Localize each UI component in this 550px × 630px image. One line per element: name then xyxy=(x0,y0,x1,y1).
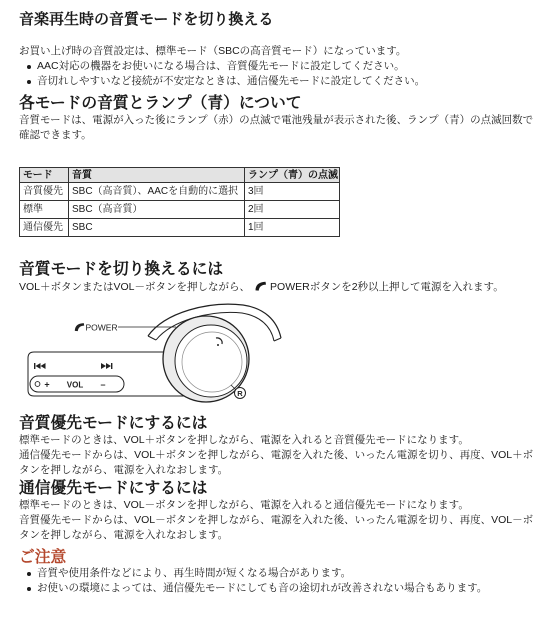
table-row xyxy=(20,183,340,201)
table-row xyxy=(20,201,340,219)
bullet-dot-icon xyxy=(27,572,31,576)
table-cell-quality: SBC（高音質） xyxy=(69,201,245,219)
prev-track-icon xyxy=(34,363,46,369)
table-cell-lamp: 1回 xyxy=(245,219,340,237)
list-item-text: お使いの環境によっては、通信優先モードにしても音の途切れが改善されない場合もあります。 xyxy=(37,582,488,594)
list-item xyxy=(19,59,539,74)
caution-heading: ご注意 xyxy=(19,549,67,566)
table-cell-quality: SBC（高音質）、AACを自動的に選択 xyxy=(69,183,245,201)
list-item xyxy=(19,566,539,581)
table-cell-lamp: 3回 xyxy=(245,183,340,201)
list-item-text: 音質や使用条件などにより、再生時間が短くなる場合があります。 xyxy=(37,567,352,579)
table-header-quality: 音質 xyxy=(69,168,245,183)
list-item-text: AAC対応の機器をお使いになる場合は、音質優先モードに設定してください。 xyxy=(37,60,405,72)
next-track-icon xyxy=(101,363,112,369)
page-title: 音楽再生時の音質モードを切り換える xyxy=(19,11,274,28)
vol-plus-label: + xyxy=(44,379,50,390)
mode-table xyxy=(19,167,340,237)
list-item-text: 音切れしやすいなど接続が不安定なときは、通信優先モードに設定してください。 xyxy=(37,75,426,87)
table-cell-quality: SBC xyxy=(69,219,245,237)
page-content xyxy=(19,0,539,596)
section-heading-connection-priority: 通信優先モードにするには xyxy=(19,480,208,497)
sound-priority-text-1: 標準モードのときは、VOL＋ボタンを押しながら、電源を入れると音質優先モードになります。 xyxy=(19,434,469,446)
switching-text xyxy=(19,280,539,295)
caution-bullet-list xyxy=(19,566,539,596)
table-row xyxy=(20,219,340,237)
table-cell-mode: 通信優先 xyxy=(20,219,69,237)
vol-minus-label: – xyxy=(100,379,106,390)
sound-priority-text-2: 通信優先モードからは、VOL＋ボタンを押しながら、電源を入れた後、いったん電源を切り、再度、VOL＋ボタンを押しながら、電源を入れなおします。 xyxy=(19,449,534,476)
table-header-lamp: ランプ（青）の点滅 xyxy=(245,168,340,183)
lamp-dot-icon xyxy=(217,344,219,346)
phone-icon xyxy=(254,281,267,291)
table-header-mode: モード xyxy=(20,168,69,183)
bullet-dot-icon xyxy=(27,80,31,84)
intro-bullet-list xyxy=(19,59,539,89)
bullet-dot-icon xyxy=(27,587,31,591)
connection-priority-text-2: 音質優先モードからは、VOL－ボタンを押しながら、電源を入れた後、いったん電源を切り、再度、VOL－ボタンを押しながら、電源を入れなおします。 xyxy=(19,514,534,541)
intro-text: お買い上げ時の音質設定は、標準モード（SBCの高音質モード）になっています。 xyxy=(19,45,407,57)
headphone-diagram xyxy=(19,300,319,410)
right-side-label: R xyxy=(237,388,243,398)
list-item xyxy=(19,581,539,596)
headphone-illustration xyxy=(19,300,319,410)
bullet-dot-icon xyxy=(27,65,31,69)
list-item xyxy=(19,74,539,89)
power-label: POWER xyxy=(85,322,118,333)
switching-text-after: POWERボタンを2秒以上押して電源を入れます。 xyxy=(270,281,504,293)
earcup-face xyxy=(175,325,247,397)
table-cell-mode: 音質優先 xyxy=(20,183,69,201)
section-heading-switching: 音質モードを切り換えるには xyxy=(19,261,224,278)
connection-priority-text-1: 標準モードのときは、VOL－ボタンを押しながら、電源を入れると通信優先モードになります。 xyxy=(19,499,469,511)
section-heading-sound-priority: 音質優先モードにするには xyxy=(19,415,208,432)
vol-label: VOL xyxy=(66,380,84,390)
section-heading-modes: 各モードの音質とランプ（青）について xyxy=(19,95,302,112)
table-cell-lamp: 2回 xyxy=(245,201,340,219)
modes-text: 音質モードは、電源が入った後にランプ（赤）の点滅で電池残量が表示された後、ランプ（青）の点滅回数で確認できます。 xyxy=(19,114,534,141)
table-cell-mode: 標準 xyxy=(20,201,69,219)
table-header-row xyxy=(20,168,340,183)
switching-text-before: VOL＋ボタンまたはVOL－ボタンを押しながら、 xyxy=(19,281,251,293)
phone-icon xyxy=(75,323,84,331)
